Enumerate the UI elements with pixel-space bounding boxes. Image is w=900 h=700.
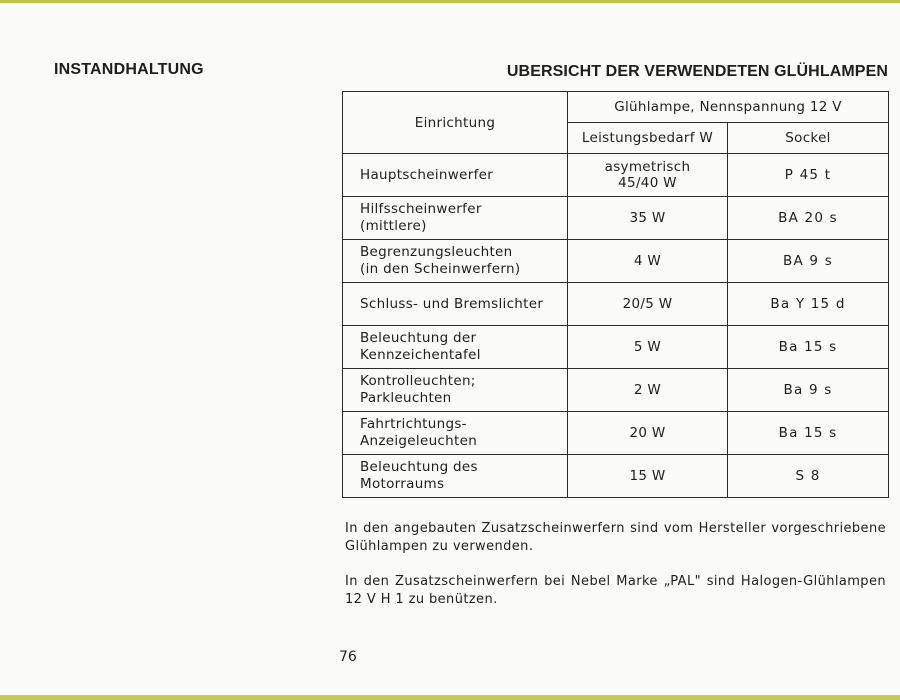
cell-einrichtung	[343, 326, 568, 369]
note-nebelscheinwerfer: In den Zusatzscheinwerfern bei Nebel Marke „PAL" sind Halogen-Glühlampen 12 V H 1 zu benützen.	[345, 574, 886, 607]
cell-sockel: BA 9 s	[728, 240, 889, 283]
cell-line: Beleuchtung der	[360, 330, 477, 346]
cell-leistungsbedarf	[568, 412, 728, 455]
cell-line: 4 W	[633, 253, 662, 269]
note-zusatzscheinwerfer: In den angebauten Zusatzscheinwerfern sind vom Hersteller vorgeschriebene Glühlampen zu verwenden.	[345, 521, 886, 554]
cell-leistungsbedarf	[568, 283, 728, 326]
cell-sockel: BA 20 s	[728, 197, 889, 240]
cell-einrichtung	[343, 154, 568, 197]
cell-line: 35 W	[629, 210, 666, 226]
header-gluehlampe: Glühlampe, Nennspannung 12 V	[568, 92, 889, 123]
cell-line: Kennzeichentafel	[360, 347, 481, 363]
table-row	[343, 283, 889, 326]
cell-sockel: Ba 15 s	[728, 412, 889, 455]
cell-line: Hauptscheinwerfer	[360, 166, 494, 183]
cell-leistungsbedarf	[568, 154, 728, 197]
cell-line: (in den Scheinwerfern)	[360, 261, 521, 277]
cell-leistungsbedarf	[568, 240, 728, 283]
cell-line: 45/40 W	[618, 175, 677, 191]
cell-sockel: Ba 9 s	[728, 369, 889, 412]
cell-einrichtung	[343, 369, 568, 412]
header-sockel: Sockel	[728, 123, 889, 154]
cell-line: 15 W	[629, 468, 666, 484]
cell-line: Motorraums	[360, 476, 445, 492]
top-edge-rule	[0, 0, 900, 3]
header-leistungsbedarf: Leistungsbedarf W	[568, 123, 728, 154]
table-heading: UBERSICHT DER VERWENDETEN GLÜHLAMPEN	[506, 63, 888, 80]
cell-line: Beleuchtung des	[360, 459, 478, 475]
cell-leistungsbedarf	[568, 326, 728, 369]
cell-leistungsbedarf	[568, 455, 728, 498]
cell-line: Hilfsscheinwerfer	[360, 201, 482, 217]
table-row	[343, 240, 889, 283]
cell-line: 20/5 W	[622, 296, 673, 312]
cell-einrichtung	[343, 197, 568, 240]
table-row	[343, 455, 889, 498]
cell-einrichtung	[343, 412, 568, 455]
cell-einrichtung	[343, 283, 568, 326]
cell-sockel: S 8	[728, 455, 889, 498]
cell-sockel: Ba Y 15 d	[728, 283, 889, 326]
table-row	[343, 197, 889, 240]
bulb-table	[342, 91, 889, 498]
cell-sockel: Ba 15 s	[728, 326, 889, 369]
cell-sockel: P 45 t	[728, 154, 889, 197]
cell-line: Anzeigeleuchten	[360, 433, 478, 449]
section-heading-instandhaltung: INSTANDHALTUNG	[54, 61, 204, 78]
cell-line: Parkleuchten	[360, 390, 452, 406]
cell-einrichtung	[343, 455, 568, 498]
cell-einrichtung	[343, 240, 568, 283]
cell-line: Schluss- und Bremslichter	[360, 295, 544, 312]
cell-leistungsbedarf	[568, 197, 728, 240]
cell-line: Kontrolleuchten;	[360, 373, 476, 389]
bottom-edge-rule	[0, 695, 900, 700]
cell-line: 20 W	[629, 425, 666, 441]
table-row	[343, 412, 889, 455]
cell-line: 2 W	[633, 382, 662, 398]
cell-leistungsbedarf	[568, 369, 728, 412]
table-body	[343, 154, 889, 498]
table-row	[343, 154, 889, 197]
table-header-row-1	[343, 92, 889, 123]
cell-line: 5 W	[633, 339, 662, 355]
table-row	[343, 326, 889, 369]
table-row	[343, 369, 889, 412]
cell-line: Fahrtrichtungs-	[360, 416, 467, 432]
cell-line: (mittlere)	[360, 218, 427, 234]
header-einrichtung: Einrichtung	[343, 92, 568, 154]
page-number: 76	[339, 649, 357, 665]
cell-line: Begrenzungsleuchten	[360, 244, 513, 260]
cell-line: asymetrisch	[604, 159, 691, 175]
